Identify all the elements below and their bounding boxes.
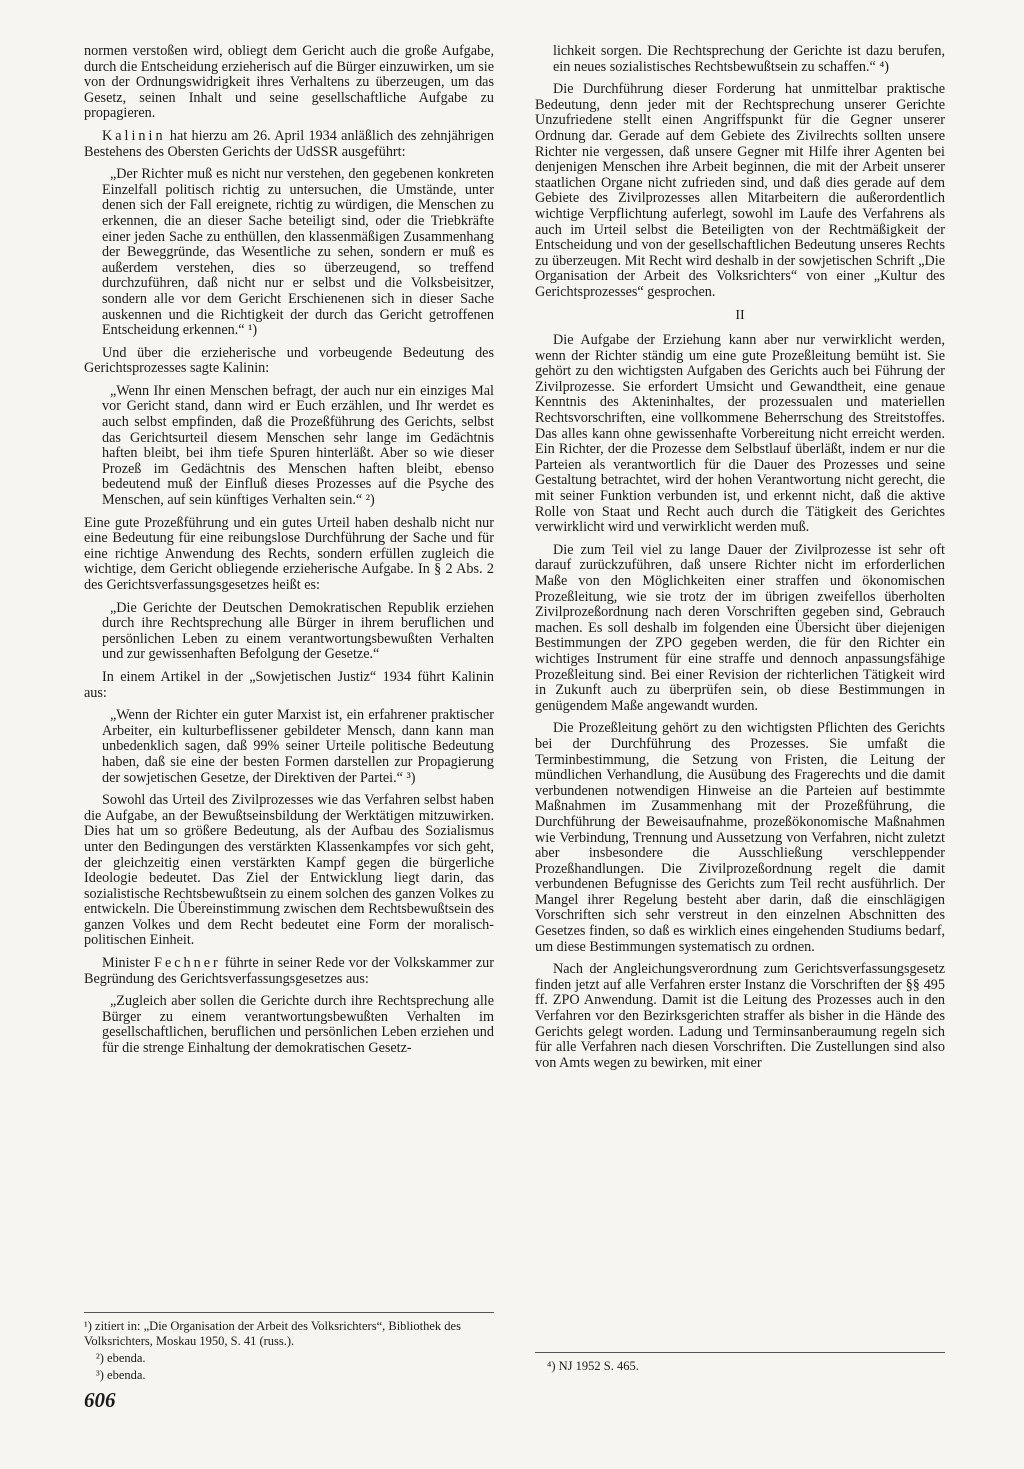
quotation: „Der Richter muß es nicht nur verstehen, den gegebenen konkreten Einzelfall politisch richtig zu untersuchen, die Umstände, unter denen sich der Fall ereignete, richtig zu würdigen, die Menschen zu erkennen, die an dieser Sache beteiligt sind, oder die Triebkräfte einer jeden Sache zu enthüllen, den klassenmäßigen Zusammenhang der Beweggründe, das Wesentliche zu sehen, sondern er muß es außerdem verstehen, dies so überzeugend, so treffend durchzuführen, daß nicht nur er selbst und die Volksbeisitzer, sondern alle vor dem Gericht Erschienenen sich in dieser Sache auskennen und die Richtigkeit der durch das Gericht getroffenen Entscheidung erkennen.“ ¹) [102,166,494,339]
paragraph: In einem Artikel in der „Sowjetischen Justiz“ 1934 führt Kalinin aus: [84,668,494,701]
footnote: ¹) zitiert in: „Die Organisation der Arbeit des Volksrichters“, Bibliothek des Volksrichters, Moskau 1950, S. 41 (russ.). [84,1319,461,1348]
paragraph-text: Minister [102,955,155,972]
paragraph: Sowohl das Urteil des Zivilprozesses wie das Verfahren selbst haben die Aufgabe, an der Bewußtseinsbildung der Werktätigen mitzuwirken. Dies hat um so größere Bedeutung, als der Aufbau des Sozialismus unter den Bedingungen des verstärkten Klassenkampfes vor sich geht, der gleichzeitig einen verstärkten Kampf gegen die bürgerliche Ideologie bedeutet. Das Ziel der Entwicklung liegt darin, das sozialistische Rechtsbewußtsein zu einem solchen des ganzen Volkes zu entwickeln. Die Übereinstimmung zwischen dem Rechtsbewußtsein des ganzen Volkes und dem Recht bedeutet eine Form der moralisch-politischen Einheit. [84,792,494,949]
footnote: ⁴) NJ 1952 S. 465. [547,1359,639,1373]
quotation-continued: lichkeit sorgen. Die Rechtsprechung der Gerichte ist dazu berufen, ein neues sozialistisches Rechtsbewußtsein zu schaffen.“ ⁴) [553,43,945,75]
footnotes-left [84,1312,494,1385]
paragraph: Die Prozeßleitung gehört zu den wichtigsten Pflichten des Gerichts bei der Durchführung des Prozesses. Sie umfaßt die Terminbestimmung, die Setzung von Fristen, die Leitung der mündlichen Verhandlung, die Ausübung des Fragerechts und die damit verbundenen notwendigen Hinweise an die Parteien auf bestimmte Maßnahmen im Zusammenhang mit der Prozeßführung, die Durchführung der Beweisaufnahme, prozeßökonomische Maßnahmen wie Verbindung, Trennung und Aussetzung von Verfahren, nicht zuletzt aber insbesondere die Ausschließung verschleppender Prozeßhandlungen. Die Zivilprozeßordnung regelt die damit verbundenen Befugnisse des Gerichts zum Teil recht ausführlich. Der Mangel ihrer Regelung besteht aber darin, daß die einschlägigen Vorschriften sich sehr verstreut in den einzelnen Abschnitten des Gesetzes finden, so daß es wirklich eines eingehenden Studiums bedarf, um diese Bestimmungen systematisch zu ordnen. [535,720,945,955]
paragraph: Die Durchführung dieser Forderung hat unmittelbar praktische Bedeutung, denn jeder mit der Rechtsprechung unserer Gerichte Unzufriedene stellt einen Angriffspunkt für die Gegner unserer Ordnung dar. Gerade auf dem Gebiete des Zivilrechts sollten unsere Richter nie vergessen, daß unsere Gegner mit Hilfe ihrer Agenten bei denjenigen Menschen ihre Arbeit beginnen, die mit der Arbeit unserer staatlichen Organe nicht zufrieden sind, und daß dies gerade auf dem Gebiete des Zivilprozesses allen Mitarbeitern die außerordentlich wichtige Verpflichtung auferlegt, sowohl im Laufe des Verfahrens als auch im Urteil selbst die Beteiligten von der Rechtmäßigkeit der Entscheidung und von der gesellschaftlichen Bedeutung unseres Rechts zu überzeugen. Mit Recht wird deshalb in der sowjetischen Schrift „Die Organisation der Arbeit des Volksrichters“ von einer „Kultur des Gerichtsprozesses“ gesprochen. [535,81,945,300]
person-name: Fechner [154,955,221,972]
footnotes-right [535,1352,945,1376]
page-number: 606 [84,1388,116,1412]
paragraph-text: hat hierzu am 26. April 1934 anläßlich des zehnjährigen Bestehens des Obersten Gerichts der UdSSR ausgeführt: [84,127,494,160]
quotation: „Die Gerichte der Deutschen Demokratischen Republik erziehen durch ihre Rechtsprechung alle Bürger in ihrem beruflichen und persönlichen Leben zu einem verantwortungsbewußten Verhalten und zur gewissenhaften Befolgung der Gesetze.“ [102,599,494,663]
paragraph: Die zum Teil viel zu lange Dauer der Zivilprozesse ist sehr oft darauf zurückzuführen, daß unsere Richter nicht im erforderlichen Maße von den Möglichkeiten einer straffen und ökonomischen Prozeßleitung, wie sie trotz der im übrigen zweifellos überholten Zivilprozeßordnung nach deren Vorschriften gegeben sind, Gebrauch machen. Es soll deshalb im folgenden eine Übersicht über diejenigen Bestimmungen der ZPO gegeben werden, die für den Richter ein wichtiges Instrument für eine straffe und dennoch anpassungsfähige Prozeßleitung sind. Bei einer Revision der richterlichen Tätigkeit wird in Zukunft auch zu überprüfen sein, ob diese Bestimmungen in genügendem Maße angewandt wurden. [535,541,945,714]
right-column [535,44,945,1078]
footnote: ²) ebenda. [96,1351,146,1365]
left-column [84,44,494,1064]
person-name: Kalinin [102,127,166,144]
paragraph-text: führte in seiner Rede vor der Volkskammer zur Begründung des Gerichtsverfassungsgesetzes aus: [84,955,494,987]
paragraph: Eine gute Prozeßführung und ein gutes Urteil haben deshalb nicht nur eine Bedeutung für eine reibungslose Durchführung der Sache und für eine richtige Anwendung des Rechts, sondern erfüllen zugleich die wichtige, dem Gericht obliegende erzieherische Aufgabe. In § 2 Abs. 2 des Gerichtsverfassungsgesetzes heißt es: [84,514,494,593]
paragraph: Die Aufgabe der Erziehung kann aber nur verwirklicht werden, wenn der Richter ständig um eine gute Prozeßleitung bemüht ist. Sie gehört zu den wichtigsten Aufgaben des Gerichts auch bei Führung der Zivilprozesse. Sie erfordert Umsicht und Gewandtheit, eine genaue Kenntnis des Akteninhaltes, der prozessualen und materiellen Rechtsvorschriften, eine vollkommene Beherrschung des Streitstoffes. Das alles kann ohne gewissenhafte Vorbereitung nicht erreicht werden. Ein Richter, der die Prozesse dem Selbstlauf überläßt, indem er nur die Parteien als verantwortlich für die Dauer des Prozesses und seine Gestaltung betrachtet, wird der hohen Verantwortung nicht gerecht, die mit seiner Funktion verbunden ist, und erkennt nicht, daß die aktive Rolle von Staat und Recht auch durch die Tätigkeit des Gerichtes verwirklicht wird und verwirklicht werden muß. [535,332,945,536]
quotation: „Wenn Ihr einen Menschen befragt, der auch nur ein einziges Mal vor Gericht stand, dann wird er Euch erzählen, und Ihr werdet es auch selbst empfinden, daß die Prozeßführung des Gerichts, selbst das Gerichtsurteil diesem Menschen sehr lange im Gedächtnis haften bleibt, bei ihm tiefe Spuren hinterläßt. Aber so wie dieser Prozeß im Gedächtnis des Menschen haften bleibt, ebenso bedeutend muß der Einfluß dieses Prozesses auf die Psyche des Menschen, auf sein künftiges Verhalten sein.“ ²) [102,382,494,509]
quotation: „Wenn der Richter ein guter Marxist ist, ein erfahrener praktischer Arbeiter, ein kulturbeflissener gebildeter Mensch, dann kann man unbedenklich sagen, daß 99% seiner Urteile politische Bedeutung haben, daß sie eine der besten Formen darstellen zur Propagierung der sowjetischen Gesetze, der Direktiven der Partei.“ ³) [102,707,494,786]
paragraph: Und über die erzieherische und vorbeugende Bedeutung des Gerichtsprozesses sagte Kalinin: [84,344,494,377]
quotation: „Zugleich aber sollen die Gerichte durch ihre Rechtsprechung alle Bürger zu einem verantwortungsbewußten Verhalten im gesellschaftlichen, beruflichen und persönlichen Leben erziehen und für die strenge Einhaltung der demokratischen Gesetz- [102,993,494,1057]
paragraph [84,956,494,987]
footnote: ³) ebenda. [96,1368,146,1382]
section-heading: II [735,307,745,323]
paragraph [84,129,494,160]
paragraph: normen verstoßen wird, obliegt dem Gericht auch die große Aufgabe, durch die Entscheidung erzieherisch auf die Bürger einzuwirken, um sie von der Ordnungswidrigkeit ihres Verhaltens zu überzeugen, um das Gesetz, seinen Inhalt und seine gesellschaftliche Aufgabe zu propagieren. [84,43,494,122]
paragraph: Nach der Angleichungsverordnung zum Gerichtsverfassungsgesetz finden jetzt auf alle Verfahren erster Instanz die Vorschriften der §§ 495 ff. ZPO Anwendung. Damit ist die Leitung des Prozesses auch in den Verfahren vor den Bezirksgerichten straffer als bisher in die Hände des Gerichts gelegt worden. Ladung und Terminsanberaumung regeln sich für alle Verfahren nach diesen Vorschriften. Die Zustellungen sind also von Amts wegen zu bewirken, mit einer [535,961,945,1071]
